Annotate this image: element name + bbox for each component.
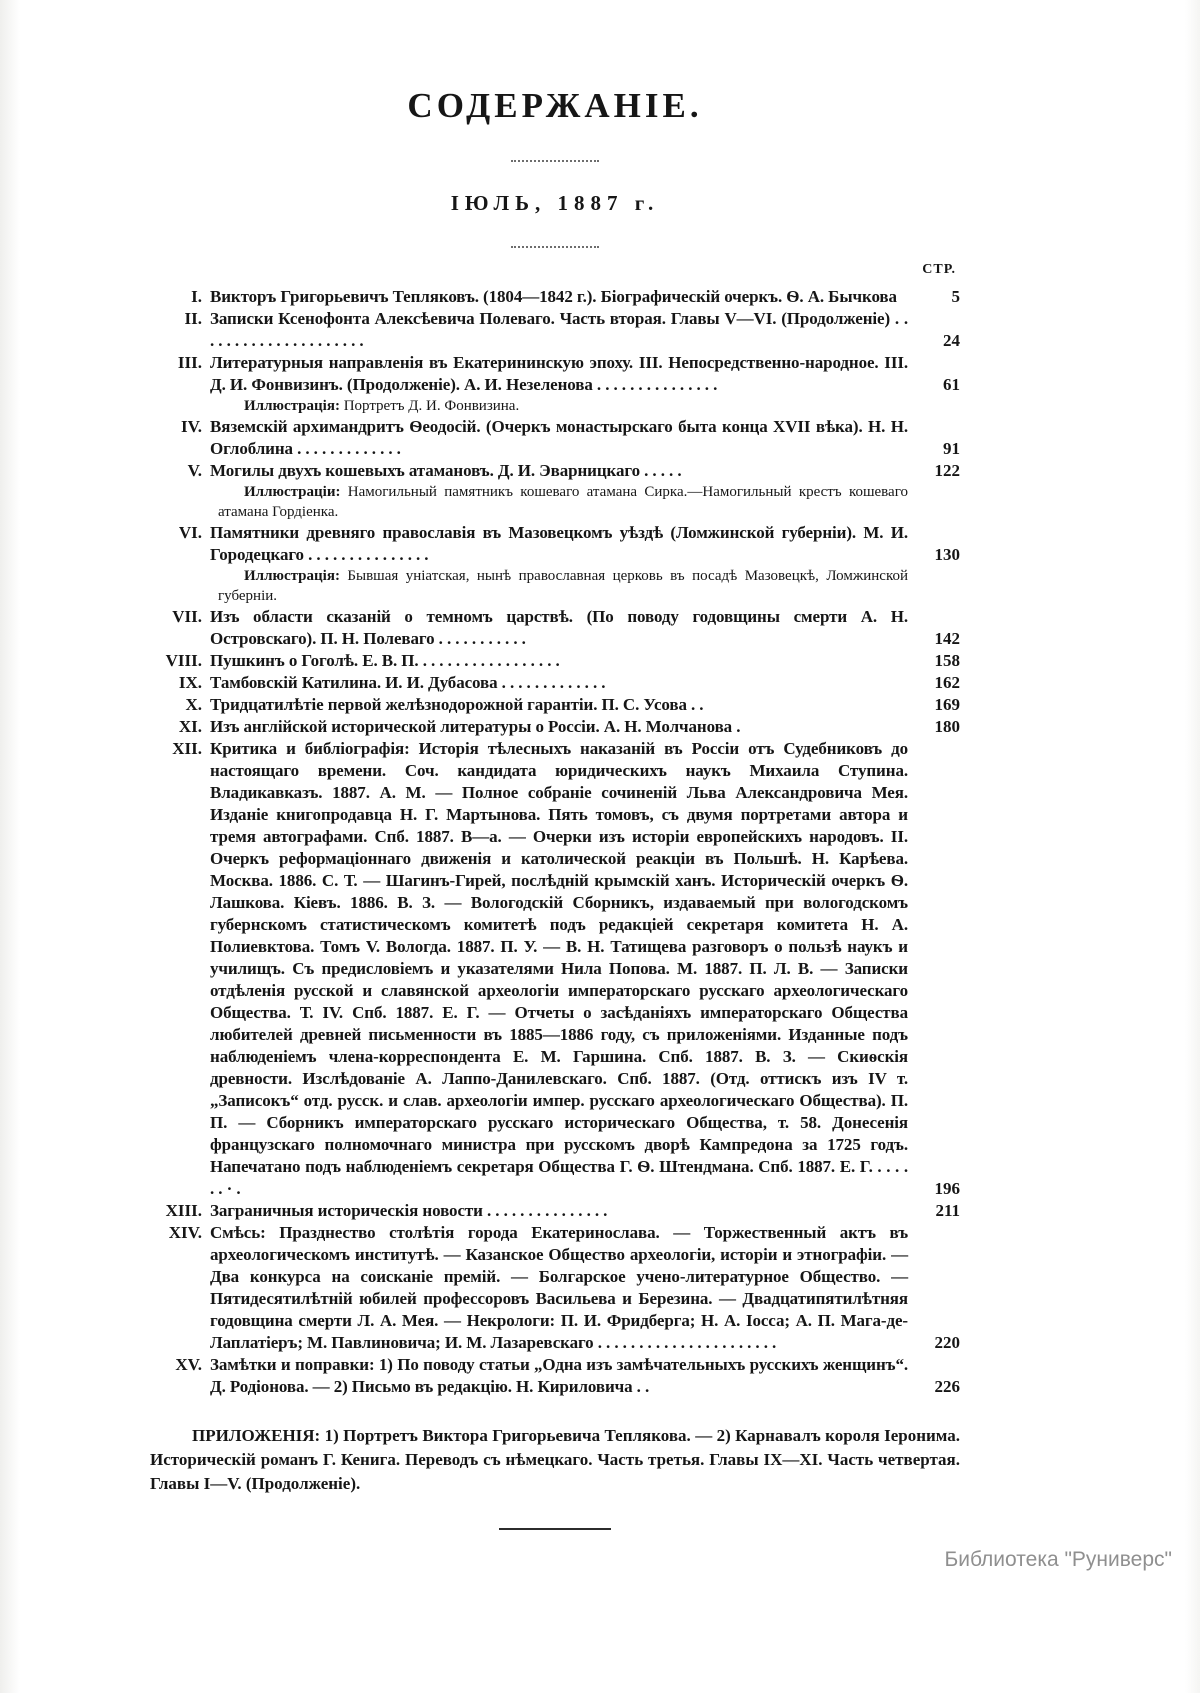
toc-entry xyxy=(150,352,960,396)
toc-entry-text: Критика и библіографія: Исторія тѣлесныхъ наказаній въ Россіи отъ Судебниковъ до настоящаго времени. Соч. кандидата юридическихъ наукъ Михаила Ступина. Владикавказъ. 1887. А. М. — Полное собраніе сочиненій Льва Александровича Мея. Изданіе книгопродавца Н. Г. Мартынова. Пять томовъ, съ двумя портретами автора и тремя автографами. Спб. 1887. В—а. — Очерки изъ исторіи европейскихъ народовъ. II. Очеркъ реформаціоннаго движенія и католической реакціи въ Польшѣ. Н. Карѣева. Москва. 1886. С. Т. — Шагинъ-Гирей, послѣдній крымскій ханъ. Историческій очеркъ Ѳ. Лашкова. Кіевъ. 1886. В. З. — Вологодскій Сборникъ, издаваемый при вологодскомъ губернскомъ статистическомъ комитетѣ подъ редакціей секретаря комитета Н. А. Полиевктова. Томъ V. Вологда. 1887. П. У. — В. Н. Татищева разговоръ о пользѣ наукъ и училищъ. Съ предисловіемъ и указателями Нила Попова. М. 1887. П. Л. В. — Записки отдѣленія русской и славянской археологіи императорскаго русскаго археологическаго Общества. Т. IV. Спб. 1887. Е. Г. — Отчеты о засѣданіяхъ императорскаго Общества любителей древней письменности въ 1885—1886 году, съ приложеніями. Изданные подъ наблюденіемъ члена-корреспондента Е. М. Гаршина. Спб. 1887. В. З. — Скиѳскія древности. Изслѣдованіе А. Лаппо-Данилевскаго. Спб. 1887. (Отд. оттискъ изъ IV т. „Записокъ“ отд. русск. и слав. археологіи импер. русскаго археологическаго Общества). П. П. — Сборникъ императорскаго русскаго историческаго Общества, т. 58. Донесенія французскаго полномочнаго министра при русскомъ дворѣ Кампредона за 1725 годъ. Напечатано подъ наблюденіемъ секретаря Общества Г. Ѳ. Штендмана. Спб. 1887. Е. Г. . . . . . . · . xyxy=(210,739,908,1198)
toc-entry xyxy=(150,460,960,482)
page-column-header: СТР. xyxy=(922,262,956,277)
toc-entry-numeral: IX. xyxy=(178,673,202,692)
note-lead-label: Иллюстрація: xyxy=(244,568,348,584)
toc-entry-page: 122 xyxy=(934,461,960,480)
toc-entry-text: Записки Ксенофонта Алексѣевича Полеваго. Часть вторая. Главы V—VI. (Продолженіе) . . . . . . . . . . . . . . . . . . . . . xyxy=(210,309,908,350)
toc-entry-text: Викторъ Григорьевичъ Тепляковъ. (1804—1842 г.). Біографическій очеркъ. Ѳ. А. Бычкова xyxy=(210,287,897,306)
toc-entry-note: Иллюстраціи: Намогильный памятникъ кошеваго атамана Сирка.—Намогильный крестъ кошеваго атамана Гордіенка. xyxy=(218,484,908,520)
toc-entry-text: Могилы двухъ кошевыхъ атамановъ. Д. И. Эварницкаго . . . . . xyxy=(210,461,682,480)
toc-entry xyxy=(150,308,960,352)
toc-entry-text: Вяземскій архимандритъ Ѳеодосій. (Очеркъ монастырскаго быта конца XVII вѣка). Н. Н. Оглоблина . . . . . . . . . . . . . xyxy=(210,417,908,458)
issue-subtitle: ІЮЛЬ, 1887 г. xyxy=(450,191,660,215)
toc-entry xyxy=(150,694,960,716)
toc-entry-numeral: III. xyxy=(177,353,202,372)
end-rule xyxy=(499,1528,611,1530)
toc-entry-page: 211 xyxy=(935,1201,960,1220)
toc-entry-page: 158 xyxy=(934,651,960,670)
toc-entry xyxy=(150,1222,960,1354)
toc-entry-note: Иллюстрація: Портретъ Д. И. Фонвизина. xyxy=(244,398,520,414)
toc-entry-text: Литературныя направленія въ Екатерининскую эпоху. III. Непосредственно-народное. III. Д. И. Фонвизинъ. (Продолженіе). А. И. Незеленова . . . . . . . . . . . . . . . xyxy=(210,353,908,394)
watermark: Библиотека "Руниверс" xyxy=(944,1548,1172,1571)
toc-entry xyxy=(150,1200,960,1222)
toc-entry-page: 162 xyxy=(934,673,960,692)
toc-entry-text: Заграничныя историческія новости . . . . . . . . . . . . . . . xyxy=(210,1201,608,1220)
toc-entry xyxy=(150,286,960,308)
toc-entry-page: 142 xyxy=(934,629,960,648)
toc-entry-page: 24 xyxy=(943,331,960,350)
toc-entry-numeral: XIII. xyxy=(165,1201,202,1220)
toc-list xyxy=(150,286,960,1398)
toc-entry-text: Смѣсь: Празднество столѣтія города Екатеринослава. — Торжественный актъ въ археологическомъ институтѣ. — Казанское Общество археологіи, исторіи и этнографіи. — Два конкурса на соисканіе премій. — Болгарское учено-литературное Общество. — Пятидесятилѣтній юбилей профессоровъ Васильева и Березина. — Двадцатипятилѣтняя годовщина смерти Л. А. Мея. — Некрологи: П. И. Фридберга; Н. А. Іосса; А. П. Мага-де-Лаплатіеръ; М. Павлиновича; И. М. Лазаревскаго . . . . . . . . . . . . . . . . . . . . . . xyxy=(210,1223,908,1352)
toc-entry-numeral: I. xyxy=(191,287,202,306)
toc-entry-text: Памятники древняго православія въ Мазовецкомъ уѣздѣ (Ломжинской губерніи). М. И. Городецкаго . . . . . . . . . . . . . . . xyxy=(210,523,908,564)
toc-entry-numeral: XII. xyxy=(172,739,202,758)
page-title: СОДЕРЖАНІЕ. xyxy=(407,86,703,125)
toc-entry xyxy=(150,416,960,460)
toc-entry-numeral: VII. xyxy=(172,607,202,626)
toc-entry-page: 196 xyxy=(934,1179,960,1198)
toc-entry-numeral: XI. xyxy=(178,717,202,736)
content-block xyxy=(150,0,960,1530)
toc-entry-numeral: IV. xyxy=(181,417,202,436)
toc-entry-text: Изъ области сказаній о темномъ царствѣ. (По поводу годовщины смерти А. Н. Островскаго). П. Н. Полеваго . . . . . . . . . . . xyxy=(210,607,908,648)
toc-entry-page: 61 xyxy=(943,375,960,394)
toc-entry-page: 5 xyxy=(951,287,960,306)
toc-entry-page: 180 xyxy=(934,717,960,736)
toc-entry-numeral: V. xyxy=(187,461,202,480)
note-lead-label: Иллюстрація: xyxy=(244,398,344,414)
toc-entry-text: Замѣтки и поправки: 1) По поводу статьи „Одна изъ замѣчательныхъ русскихъ женщинъ“. Д. Родіонова. — 2) Письмо въ редакцію. Н. Кириловича . . xyxy=(210,1355,908,1396)
note-lead-label: Иллюстраціи: xyxy=(244,484,348,500)
toc-entry-numeral: II. xyxy=(184,309,202,328)
toc-entry-page: 130 xyxy=(934,545,960,564)
toc-entry-numeral: XV. xyxy=(175,1355,202,1374)
toc-entry-text: Изъ англійской исторической литературы о Россіи. А. Н. Молчанова . xyxy=(210,717,741,736)
toc-entry-page: 220 xyxy=(934,1333,960,1352)
toc-entry-numeral: VIII. xyxy=(165,651,202,670)
appendix-paragraph: ПРИЛОЖЕНІЯ: 1) Портретъ Виктора Григорьевича Теплякова. — 2) Карнавалъ короля Іеронима. Историческій романъ Г. Кенига. Переводъ съ нѣмецкаго. Часть третья. Главы IX—XI. Часть четвертая. Главы I—V. (Продолженіе). xyxy=(150,1426,960,1493)
ornament-top xyxy=(511,156,599,162)
toc-entry xyxy=(150,650,960,672)
toc-entry-numeral: XIV. xyxy=(168,1223,202,1242)
toc-entry-page: 91 xyxy=(943,439,960,458)
toc-entry-note: Иллюстрація: Бывшая уніатская, нынѣ православная церковь въ посадѣ Мазовецкѣ, Ломжинской губерніи. xyxy=(218,568,909,604)
toc-entry xyxy=(150,738,960,1200)
toc-entry xyxy=(150,1354,960,1398)
toc-entry-page: 226 xyxy=(934,1377,960,1396)
toc-entry-text: Тридцатилѣтіе первой желѣзнодорожной гарантіи. П. С. Усова . . xyxy=(210,695,704,714)
toc-entry xyxy=(150,606,960,650)
toc-entry xyxy=(150,522,960,566)
toc-entry-page: 169 xyxy=(934,695,960,714)
toc-entry xyxy=(150,672,960,694)
toc-entry-numeral: VI. xyxy=(178,523,202,542)
toc-entry-text: Пушкинъ о Гоголѣ. Е. В. П. . . . . . . . . . . . . . . . . . xyxy=(210,651,560,670)
toc-entry-text: Тамбовскій Катилина. И. И. Дубасова . . . . . . . . . . . . . xyxy=(210,673,606,692)
toc-entry xyxy=(150,716,960,738)
ornament-middle xyxy=(511,242,599,248)
toc-entry-numeral: X. xyxy=(185,695,202,714)
